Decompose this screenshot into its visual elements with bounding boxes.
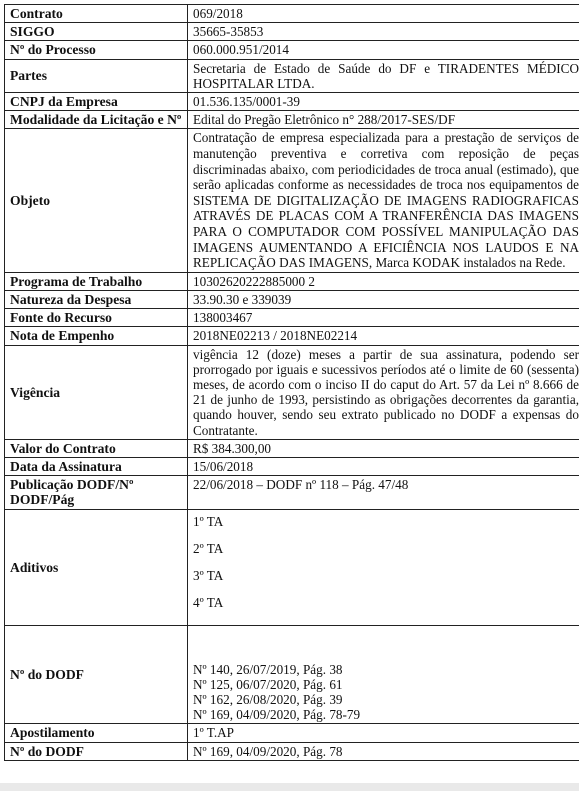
- row-processo: [5, 41, 579, 59]
- dodf-item: Nº 125, 06/07/2020, Pág. 61: [193, 676, 343, 692]
- label-modalidade: Modalidade da Licitação e Nº: [5, 111, 188, 129]
- label-objeto: Objeto: [5, 129, 188, 272]
- label-siggo: SIGGO: [5, 23, 188, 41]
- row-valor: [5, 439, 579, 457]
- dodf-item: Nº 140, 26/07/2019, Pág. 38: [193, 661, 343, 677]
- row-ndodf-apostilamento: [5, 742, 579, 760]
- value-valor: R$ 384.300,00: [188, 439, 579, 457]
- label-valor: Valor do Contrato: [5, 439, 188, 457]
- label-processo: Nº do Processo: [5, 41, 188, 59]
- contract-summary: [4, 4, 579, 761]
- contract-table: [4, 4, 579, 761]
- row-siggo: [5, 23, 579, 41]
- row-empenho: [5, 327, 579, 345]
- label-empenho: Nota de Empenho: [5, 327, 188, 345]
- dodf-item: Nº 169, 04/09/2020, Pág. 78-79: [193, 707, 361, 723]
- aditivo-item: 1º TA: [193, 513, 224, 529]
- label-cnpj: CNPJ da Empresa: [5, 93, 188, 111]
- row-partes: [5, 59, 579, 92]
- value-objeto: Contratação de empresa especializada para a prestação de serviços de manutenção preventiva e corretiva com reposição de peças discriminadas abaixo, com periodicidades de troca anual (estimado), que serão aplicadas conforme as necessidades de troca nos equipamentos de SISTEMA DE DIGITALIZAÇÃO DE IMAGENS RADIOGRAFICAS ATRAVÉS DE PLACAS COM A TRANFERÊNCIA DAS IMAGENS PARA O COMPUTADOR COM POSSÍVEL MANIPULAÇÃO DAS IMAGENS AUMENTANDO A EFICIÊNCIA NOS LAUDOS E NA REPLICAÇÃO DAS IMAGENS, Marca KODAK instalados na Rede.: [188, 129, 579, 272]
- value-siggo: 35665-35853: [188, 23, 579, 41]
- value-empenho: 2018NE02213 / 2018NE02214: [188, 327, 579, 345]
- label-natureza: Natureza da Despesa: [5, 290, 188, 308]
- row-ndodf-aditivos: [5, 625, 579, 724]
- row-programa: [5, 272, 579, 290]
- row-vigencia: [5, 345, 579, 439]
- label-assinatura: Data da Assinatura: [5, 458, 188, 476]
- value-processo: 060.000.951/2014: [188, 41, 579, 59]
- page-bottom-strip: [0, 783, 579, 791]
- label-partes: Partes: [5, 59, 188, 92]
- label-vigencia: Vigência: [5, 345, 188, 439]
- row-assinatura: [5, 458, 579, 476]
- value-fonte: 138003467: [188, 309, 579, 327]
- value-modalidade: Edital do Pregão Eletrônico n° 288/2017-SES/DF: [188, 111, 579, 129]
- label-apostilamento: Apostilamento: [5, 724, 188, 742]
- row-objeto: [5, 129, 579, 272]
- row-natureza: [5, 290, 579, 308]
- value-cnpj: 01.536.135/0001-39: [188, 93, 579, 111]
- row-cnpj: [5, 93, 579, 111]
- value-ndodf-aditivos: [188, 625, 579, 724]
- value-ndodf-apostilamento: Nº 169, 04/09/2020, Pág. 78: [188, 742, 579, 760]
- aditivo-item: 3º TA: [193, 567, 224, 583]
- value-partes: Secretaria de Estado de Saúde do DF e TIRADENTES MÉDICO HOSPITALAR LTDA.: [188, 59, 579, 92]
- aditivo-item: 4º TA: [193, 594, 224, 610]
- row-modalidade: [5, 111, 579, 129]
- row-contrato: [5, 5, 579, 23]
- value-aditivos: [188, 509, 579, 625]
- value-programa: 10302620222885000 2: [188, 272, 579, 290]
- value-publicacao: 22/06/2018 – DODF nº 118 – Pág. 47/48: [188, 476, 579, 509]
- label-aditivos: Aditivos: [5, 509, 188, 625]
- label-ndodf-aditivos: Nº do DODF: [5, 625, 188, 724]
- label-ndodf-apostilamento: Nº do DODF: [5, 742, 188, 760]
- label-fonte: Fonte do Recurso: [5, 309, 188, 327]
- value-contrato: 069/2018: [188, 5, 579, 23]
- row-apostilamento: [5, 724, 579, 742]
- value-assinatura: 15/06/2018: [188, 458, 579, 476]
- label-programa: Programa de Trabalho: [5, 272, 188, 290]
- aditivo-item: 2º TA: [193, 540, 224, 556]
- label-publicacao: Publicação DODF/Nº DODF/Pág: [5, 476, 188, 509]
- value-apostilamento: 1º T.AP: [188, 724, 579, 742]
- value-vigencia: vigência 12 (doze) meses a partir de sua assinatura, podendo ser prorrogado por iguais e sucessivos períodos até o limite de 60 (sessenta) meses, de acordo com o inciso II do caput do Art. 57 da Lei nº 8.666 de 21 de junho de 1993, persistindo as obrigações decorrentes da garantia, quando houver, sendo seu extrato publicado no DODF a expensas do Contratante.: [188, 345, 579, 439]
- value-natureza: 33.90.30 e 339039: [188, 290, 579, 308]
- label-contrato: Contrato: [5, 5, 188, 23]
- dodf-item: Nº 162, 26/08/2020, Pág. 39: [193, 692, 343, 708]
- row-aditivos: [5, 509, 579, 625]
- row-fonte: [5, 309, 579, 327]
- row-publicacao: [5, 476, 579, 509]
